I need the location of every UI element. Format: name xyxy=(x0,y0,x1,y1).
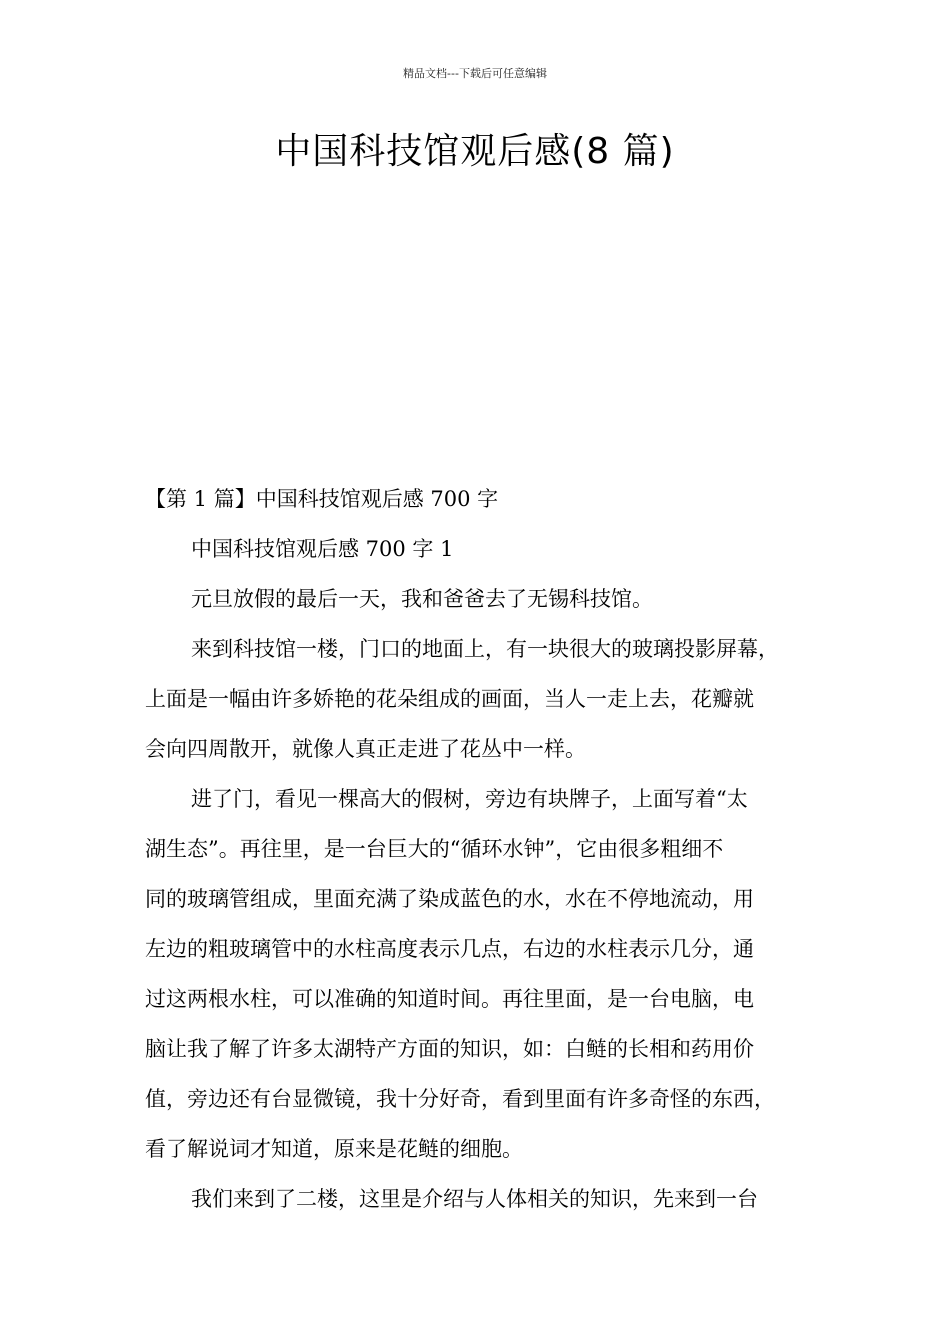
section-subtitle: 中国科技馆观后感 700 字 1 xyxy=(191,537,454,561)
paragraph-line: 同的玻璃管组成，里面充满了染成蓝色的水，水在不停地流动，用 xyxy=(145,887,754,911)
paragraph-line: 我们来到了二楼，这里是介绍与人体相关的知识，先来到一台 xyxy=(191,1187,758,1211)
paragraph-line: 会向四周散开，就像人真正走进了花丛中一样。 xyxy=(145,737,586,761)
paragraph-line: 元旦放假的最后一天，我和爸爸去了无锡科技馆。 xyxy=(191,587,653,611)
paragraph-line: 脑让我了解了许多太湖特产方面的知识，如：白鲢的长相和药用价 xyxy=(145,1037,754,1061)
document-title: 中国科技馆观后感(8 篇) xyxy=(275,131,675,172)
paragraph-line: 过这两根水柱，可以准确的知道时间。再往里面，是一台电脑，电 xyxy=(145,987,754,1011)
section-heading: 【第 1 篇】中国科技馆观后感 700 字 xyxy=(145,487,499,511)
paragraph-line: 值，旁边还有台显微镜，我十分好奇，看到里面有许多奇怪的东西， xyxy=(145,1087,775,1111)
paragraph-line: 进了门，看见一棵高大的假树，旁边有块牌子，上面写着“太 xyxy=(191,787,748,811)
paragraph-line: 看了解说词才知道，原来是花鲢的细胞。 xyxy=(145,1137,523,1161)
page-header-note: 精品文档---下载后可任意编辑 xyxy=(403,67,547,80)
paragraph-line: 上面是一幅由许多娇艳的花朵组成的画面，当人一走上去，花瓣就 xyxy=(145,687,754,711)
paragraph-line: 湖生态”。再往里，是一台巨大的“循环水钟”，它由很多粗细不 xyxy=(145,837,724,861)
document-body xyxy=(145,474,825,1224)
paragraph-line: 来到科技馆一楼，门口的地面上，有一块很大的玻璃投影屏幕， xyxy=(191,637,779,661)
paragraph-line: 左边的粗玻璃管中的水柱高度表示几点，右边的水柱表示几分，通 xyxy=(145,937,754,961)
